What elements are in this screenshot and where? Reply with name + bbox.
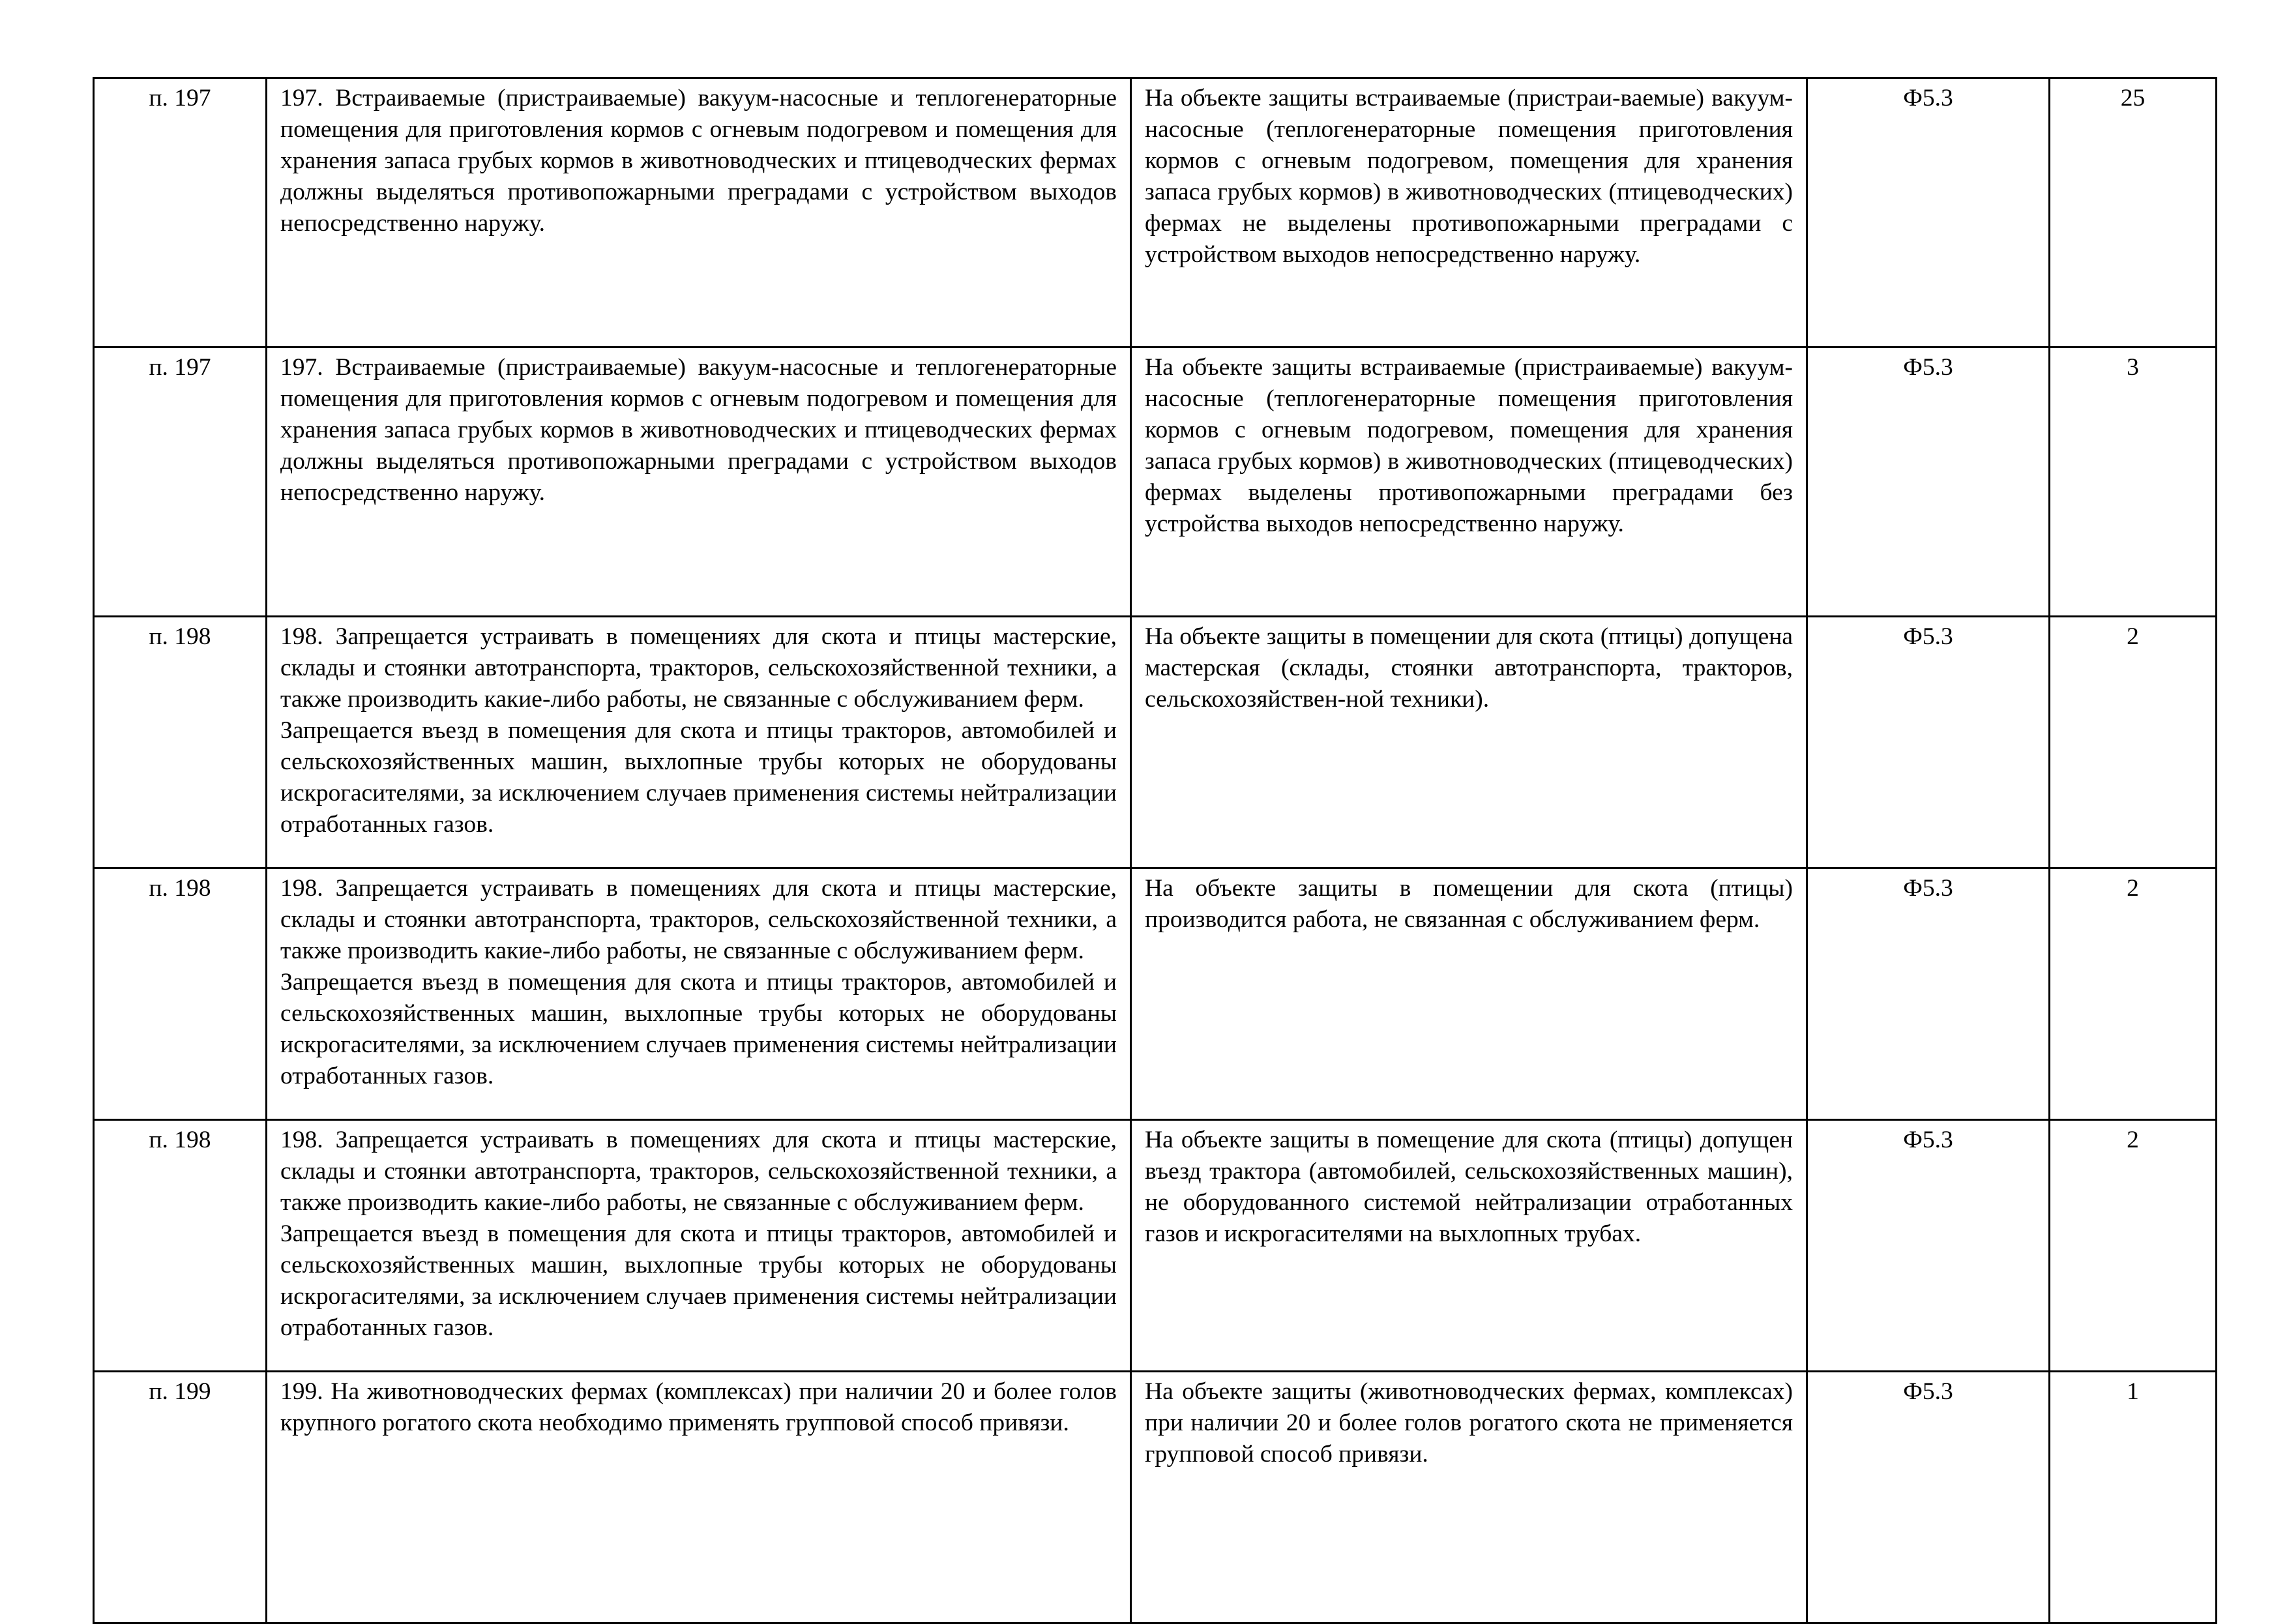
clause-cell: п. 198 — [94, 1120, 267, 1372]
violation-cell: На объекте защиты (животноводческих фермах, комплексах) при наличии 20 и более голов рогатого скота не применяется групповой способ привязи. — [1131, 1372, 1807, 1623]
requirement-paragraph: 199. На животноводческих фермах (комплексах) при наличии 20 и более голов крупного рогатого скота необходимо применять групповой способ привязи. — [280, 1378, 1117, 1436]
requirement-paragraph: Запрещается въезд в помещения для скота и птицы тракторов, автомобилей и сельскохозяйственных машин, выхлопные трубы которых не оборудованы искрогасителями, за исключением случаев применения системы нейтрализации отработанных газов. — [280, 717, 1117, 838]
class-cell: Ф5.3 — [1807, 78, 2050, 347]
requirement-cell — [267, 1120, 1131, 1372]
class-cell: Ф5.3 — [1807, 1372, 2050, 1623]
clause-cell: п. 197 — [94, 347, 267, 617]
violation-cell: На объекте защиты встраиваемые (пристраиваемые) вакуум-насосные (теплогенераторные помещения приготовления кормов с огневым подогревом, помещения для хранения запаса грубых кормов) в животноводческих (птицеводческих) фермах выделены противопожарными преградами без устройства выходов непосредственно наружу. — [1131, 347, 1807, 617]
class-cell: Ф5.3 — [1807, 1120, 2050, 1372]
requirement-paragraph: 198. Запрещается устраивать в помещениях для скота и птицы мастерские, склады и стоянки автотранспорта, тракторов, сельскохозяйственной техники, а также производить какие-либо работы, не связанные с обслуживанием ферм. — [280, 1127, 1117, 1216]
requirement-cell — [267, 1372, 1131, 1623]
requirement-cell — [267, 78, 1131, 347]
requirement-paragraph: Запрещается въезд в помещения для скота и птицы тракторов, автомобилей и сельскохозяйственных машин, выхлопные трубы которых не оборудованы искрогасителями, за исключением случаев применения системы нейтрализации отработанных газов. — [280, 969, 1117, 1089]
requirement-paragraph: 198. Запрещается устраивать в помещениях для скота и птицы мастерские, склады и стоянки автотранспорта, тракторов, сельскохозяйственной техники, а также производить какие-либо работы, не связанные с обслуживанием ферм. — [280, 623, 1117, 713]
class-cell: Ф5.3 — [1807, 868, 2050, 1120]
requirement-paragraph: 198. Запрещается устраивать в помещениях для скота и птицы мастерские, склады и стоянки автотранспорта, тракторов, сельскохозяйственной техники, а также производить какие-либо работы, не связанные с обслуживанием ферм. — [280, 875, 1117, 964]
clause-cell: п. 198 — [94, 617, 267, 868]
count-cell: 3 — [2050, 347, 2217, 617]
violation-cell: На объекте защиты в помещение для скота (птицы) допущен въезд трактора (автомобилей, сельскохозяйственных машин), не оборудованного системой нейтрализации отработанных газов и искрогасителями на выхлопных трубах. — [1131, 1120, 1807, 1372]
requirement-paragraph: 197. Встраиваемые (пристраиваемые) вакуум-насосные и теплогенераторные помещения для приготовления кормов с огневым подогревом и помещения для хранения запаса грубых кормов в животноводческих и птицеводческих фермах должны выделяться противопожарными преградами с устройством выходов непосредственно наружу. — [280, 354, 1117, 506]
table-row — [94, 78, 2217, 347]
clause-cell: п. 199 — [94, 1372, 267, 1623]
requirement-paragraph: Запрещается въезд в помещения для скота и птицы тракторов, автомобилей и сельскохозяйственных машин, выхлопные трубы которых не оборудованы искрогасителями, за исключением случаев применения системы нейтрализации отработанных газов. — [280, 1220, 1117, 1341]
clause-cell: п. 197 — [94, 78, 267, 347]
count-cell: 1 — [2050, 1372, 2217, 1623]
requirement-cell — [267, 347, 1131, 617]
table-row — [94, 347, 2217, 617]
violation-cell: На объекте защиты встраиваемые (пристраи-ваемые) вакуум-насосные (теплогенераторные помещения приготовления кормов с огневым подогревом, помещения для хранения запаса грубых кормов) в животноводческих (птицеводческих) фермах не выделены противопожарными преградами с устройством выходов непосредственно наружу. — [1131, 78, 1807, 347]
table-row — [94, 617, 2217, 868]
count-cell: 2 — [2050, 1120, 2217, 1372]
table-row — [94, 868, 2217, 1120]
requirement-cell — [267, 868, 1131, 1120]
table-row — [94, 1372, 2217, 1623]
requirement-cell — [267, 617, 1131, 868]
clause-cell: п. 198 — [94, 868, 267, 1120]
requirement-paragraph: 197. Встраиваемые (пристраиваемые) вакуум-насосные и теплогенераторные помещения для приготовления кормов с огневым подогревом и помещения для хранения запаса грубых кормов в животноводческих и птицеводческих фермах должны выделяться противопожарными преградами с устройством выходов непосредственно наружу. — [280, 85, 1117, 237]
class-cell: Ф5.3 — [1807, 617, 2050, 868]
regulation-table — [93, 77, 2217, 1624]
count-cell: 2 — [2050, 617, 2217, 868]
table-row — [94, 1120, 2217, 1372]
count-cell: 25 — [2050, 78, 2217, 347]
violation-cell: На объекте защиты в помещении для скота (птицы) производится работа, не связанная с обслуживанием ферм. — [1131, 868, 1807, 1120]
count-cell: 2 — [2050, 868, 2217, 1120]
class-cell: Ф5.3 — [1807, 347, 2050, 617]
violation-cell: На объекте защиты в помещении для скота (птицы) допущена мастерская (склады, стоянки автотранспорта, тракторов, сельскохозяйствен-ной техники). — [1131, 617, 1807, 868]
